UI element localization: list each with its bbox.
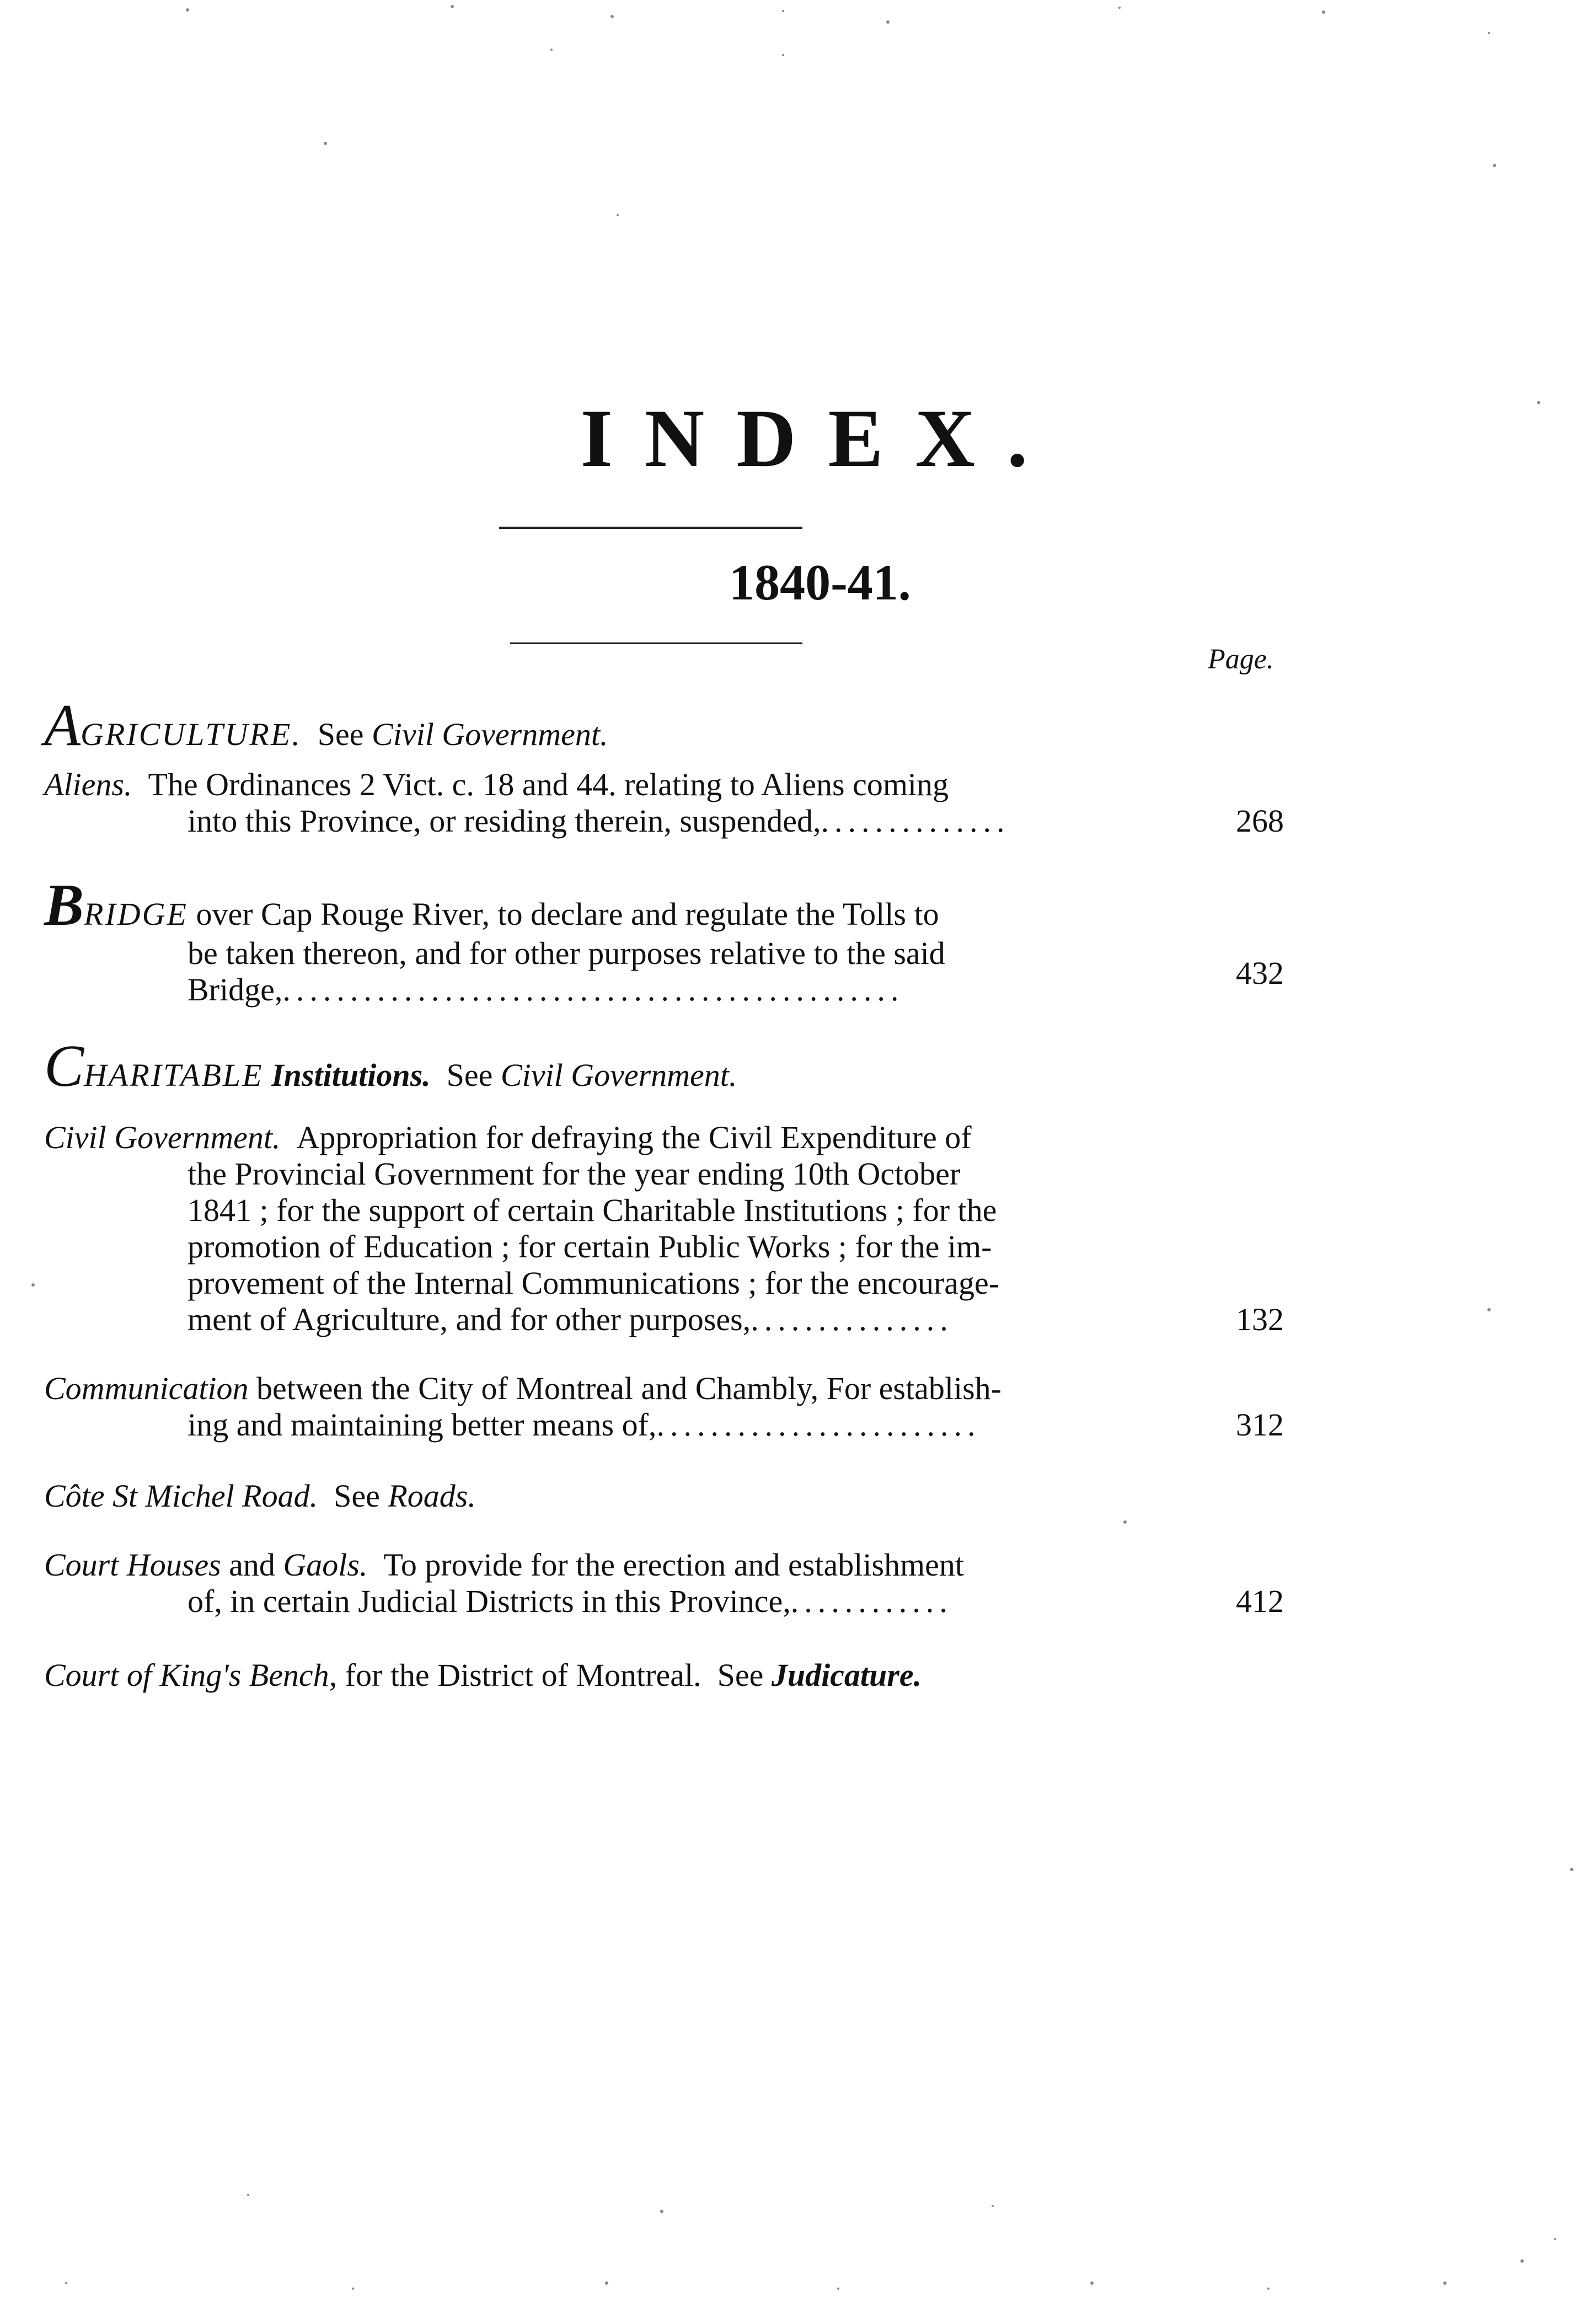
entry-text: ment of Agriculture, and for other purposes, (188, 1301, 751, 1337)
see-word: See (317, 716, 364, 752)
entry-head: Aliens. (44, 767, 132, 802)
page-number: 432 (1236, 955, 1284, 991)
entry-head: Côte St Michel Road. (44, 1478, 318, 1514)
drop-initial: B (44, 872, 84, 938)
title-rule (499, 527, 802, 529)
see-word: See (334, 1478, 380, 1514)
dot-leader: ............ (790, 1583, 953, 1619)
page-column-header: Page. (1208, 644, 1274, 675)
entry-text: into this Province, or residing therein, suspended, (188, 803, 821, 839)
entry-head: HARITABLE (84, 1057, 264, 1093)
entry-text: for the District of Montreal. (345, 1657, 701, 1693)
entry-court-houses (44, 1547, 1285, 1620)
entry-communication (44, 1370, 1285, 1443)
entry-text: Appropriation for defraying the Civil Expenditure of (296, 1119, 972, 1155)
see-target: Civil Government. (372, 716, 608, 752)
dot-leader: ........................ (656, 1407, 981, 1443)
entry-civil-government (44, 1119, 1285, 1338)
entry-aliens (44, 767, 1285, 839)
entry-text: To provide for the erection and establishment (383, 1547, 964, 1583)
dot-leader: .............................................. (282, 972, 904, 1008)
drop-initial: A (44, 693, 81, 758)
see-word: See (717, 1657, 764, 1693)
entry-text: promotion of Education ; for certain Public Works ; for the im- (188, 1229, 992, 1265)
entry-cote-st-michel-road (44, 1478, 1285, 1514)
see-target: Civil Government. (500, 1057, 737, 1093)
entry-text: between the City of Montreal and Chambly, For establish- (256, 1370, 1001, 1406)
dot-leader: .............. (821, 803, 1010, 839)
see-word: See (446, 1057, 493, 1093)
entry-agriculture (44, 693, 1285, 758)
entry-head: Court of King's Bench, (44, 1657, 338, 1693)
dot-leader: ............... (751, 1301, 954, 1337)
page-number: 132 (1236, 1301, 1284, 1337)
entry-head-2: Gaols. (283, 1547, 368, 1583)
entry-head-2: Institutions. (271, 1057, 431, 1093)
entry-head: GRICULTURE. (80, 716, 302, 752)
entry-head: Civil Government. (44, 1119, 281, 1155)
entry-text: provement of the Internal Communications ; for the encourage- (188, 1265, 1000, 1301)
year-heading: 1840-41. (729, 554, 911, 610)
entry-head-joiner: and (229, 1547, 275, 1583)
entry-text: ing and maintaining better means of, (188, 1407, 657, 1443)
entry-charitable (44, 1033, 1285, 1099)
index-title: INDEX. (580, 393, 1060, 484)
entry-bridge (44, 872, 1285, 1008)
page-number: 268 (1236, 803, 1284, 839)
year-rule (510, 642, 802, 644)
entry-text: 1841 ; for the support of certain Charitable Institutions ; for the (188, 1192, 997, 1228)
entry-text: Bridge, (188, 972, 283, 1008)
page-number: 412 (1236, 1583, 1284, 1619)
entry-head: Court Houses (44, 1547, 221, 1583)
entry-text: be taken thereon, and for other purposes relative to the said (188, 935, 945, 971)
page-number: 312 (1236, 1407, 1284, 1443)
see-target: Roads. (388, 1478, 476, 1514)
entry-text: over Cap Rouge River, to declare and regulate the Tolls to (196, 896, 939, 932)
entry-head: Communication (44, 1370, 249, 1406)
entry-text: of, in certain Judicial Districts in this Province, (188, 1583, 791, 1619)
see-target: Judicature. (771, 1657, 922, 1693)
entry-head: RIDGE (84, 896, 188, 932)
entry-text: The Ordinances 2 Vict. c. 18 and 44. relating to Aliens coming (148, 767, 949, 802)
entry-text: the Provincial Government for the year ending 10th October (188, 1156, 961, 1192)
entry-court-kings-bench (44, 1657, 1285, 1694)
drop-initial: C (44, 1033, 84, 1099)
